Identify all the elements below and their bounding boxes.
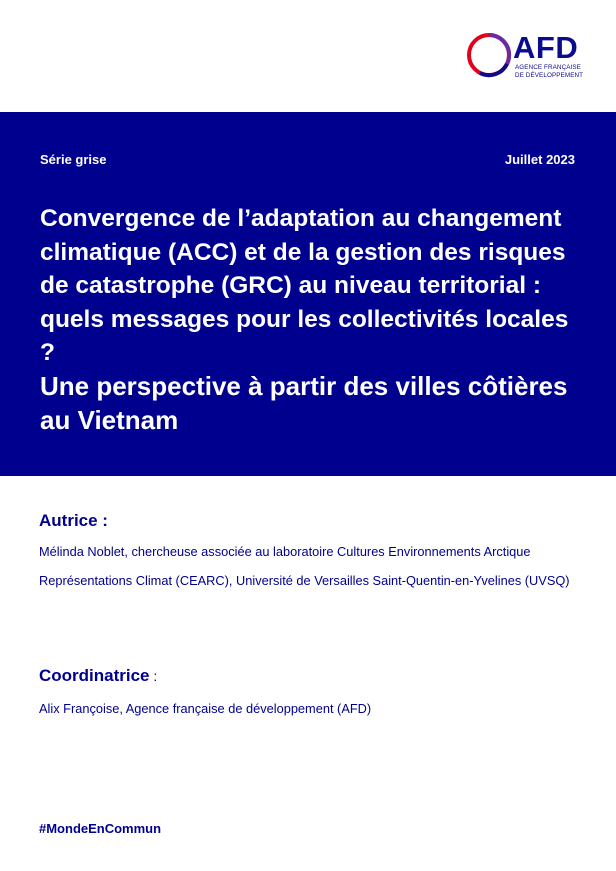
coordinator-heading-colon: : — [149, 668, 158, 684]
publication-date: Juillet 2023 — [504, 152, 575, 167]
logo-subtitle-line1: AGENCE FRANÇAISE — [515, 64, 581, 71]
series-label: Série grise — [40, 152, 107, 167]
logo-subtitle — [515, 64, 583, 79]
logo-wordmark: AFD — [513, 30, 579, 65]
author-text: Mélinda Noblet, chercheuse associée au laboratoire Cultures Environnements Arctique Représentations Climat (CEARC), Université de Versailles Saint-Quentin-en-Yvelines (UVSQ) — [39, 544, 570, 588]
document-subtitle: Une perspective à partir des villes côtières au Vietnam — [40, 371, 568, 435]
afd-logo — [466, 31, 586, 83]
coordinator-text: Alix Françoise, Agence française de développement (AFD) — [39, 701, 372, 716]
logo-subtitle-line2: DE DÉVELOPPEMENT — [515, 71, 584, 79]
document-title: Convergence de l’adaptation au changement climatique (ACC) et de la gestion des risques de catastrophe (GRC) au niveau territorial : quels messages pour les collectivités locales ? — [40, 205, 569, 366]
author-heading: Autrice : — [39, 511, 108, 530]
coordinator-heading — [39, 666, 157, 686]
title-banner — [0, 112, 616, 476]
hashtag[interactable]: #MondeEnCommun — [39, 821, 162, 836]
afd-ring-icon — [466, 32, 512, 78]
coordinator-heading-label: Coordinatrice — [39, 666, 150, 685]
